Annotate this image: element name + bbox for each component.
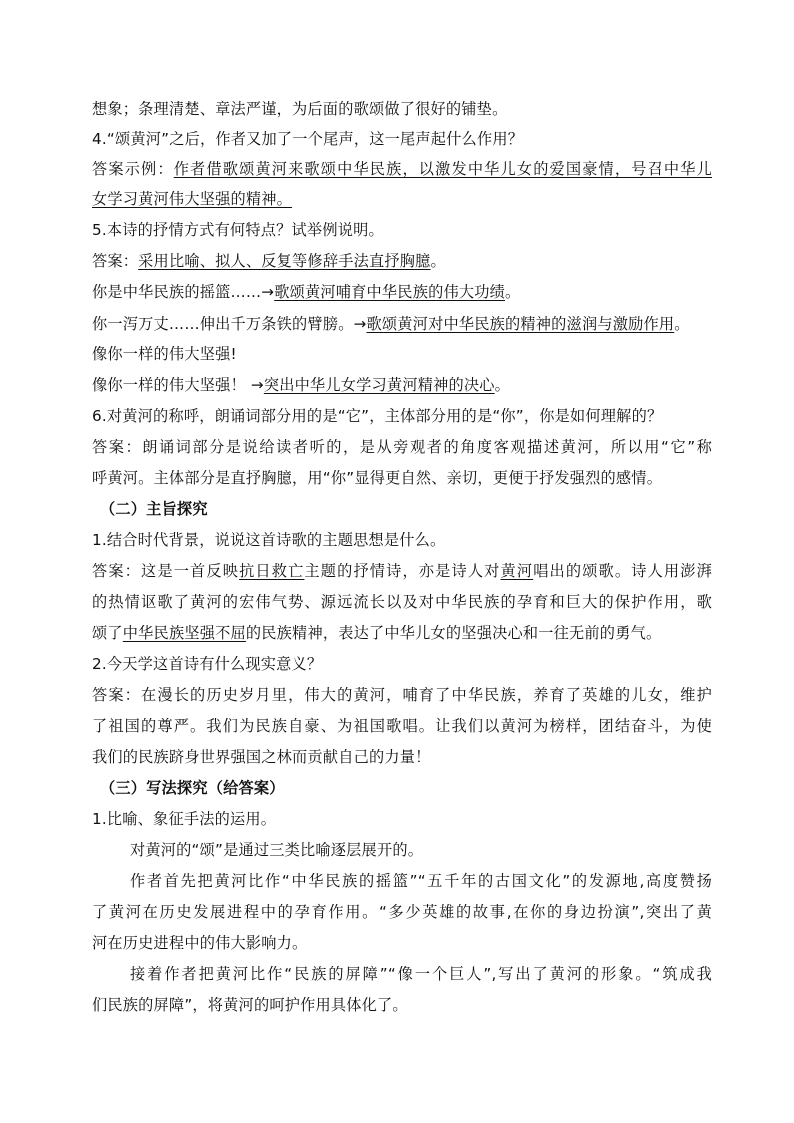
text-run: 1.比喻、象征手法的运用。 <box>92 810 277 828</box>
underlined-text: 抗日救亡 <box>239 562 305 580</box>
text-run: 。 <box>494 376 511 394</box>
text-run: 。 <box>674 315 690 333</box>
theme-question-2 <box>92 653 712 675</box>
answer-4-line-1 <box>92 158 712 180</box>
text-run: 你一泻万丈……伸出千万条铁的臂膀。→ <box>92 315 367 333</box>
underlined-text: 黄河 <box>500 562 534 580</box>
text-run: （二）主旨探究 <box>100 500 208 518</box>
writing-paragraph-line <box>130 870 712 892</box>
theme-answer-2-line-1 <box>92 684 712 706</box>
writing-point-1 <box>92 808 712 830</box>
writing-paragraph-line <box>92 932 712 954</box>
text-run: 的热情讴歌了黄河的宏伟气势、源远流长以及对中华民族的孕育和巨大的保护作用，歌 <box>92 593 712 611</box>
example-line <box>92 343 712 365</box>
underlined-text: 女学习黄河伟大坚强的精神。 <box>92 190 293 208</box>
writing-paragraph-line <box>92 901 712 923</box>
text-run: 2.今天学这首诗有什么现实意义？ <box>92 655 323 673</box>
text-run: 们民族的屏障”，将黄河的呵护作用具体化了。 <box>92 996 408 1014</box>
text-run: 了祖国的尊严。我们为民族自豪、为祖国歌唱。让我们以黄河为榜样，团结奋斗，为使 <box>92 717 712 735</box>
text-run: 像你一样的伟大坚强！ → <box>92 376 264 394</box>
text-run: （三）写法探究（给答案） <box>100 779 285 797</box>
section-heading-writing <box>100 777 720 799</box>
text-run: 。 <box>505 283 521 301</box>
text-run: 答案：朗诵词部分是说给读者听的，是从旁观者的角度客观描述黄河，所以用“它”称 <box>92 438 712 456</box>
text-run: 答案示例： <box>92 160 174 178</box>
writing-paragraph-line <box>130 839 712 861</box>
paragraph-line <box>92 98 712 120</box>
text-run: 唱出的颂歌。诗人用澎湃 <box>533 562 712 580</box>
text-run: 作者首先把黄河比作“中华民族的摇篮”“五千年的古国文化”的发源地,高度赞扬 <box>130 872 712 890</box>
example-line <box>92 281 712 303</box>
theme-answer-2-line-2 <box>92 715 712 737</box>
text-run: 答案：在漫长的历史岁月里，伟大的黄河，哺育了中华民族，养育了英雄的儿女，维护 <box>92 686 712 704</box>
writing-paragraph-line <box>92 994 712 1016</box>
text-run: 想象；条理清楚、章法严谨，为后面的歌颂做了很好的铺垫。 <box>92 100 508 118</box>
underlined-text: 中华民族坚强不屈 <box>122 624 246 642</box>
text-run: 接着作者把黄河比作“民族的屏障”“像一个巨人”,写出了黄河的形象。“筑成我 <box>130 965 712 983</box>
text-run: 1.结合时代背景，说说这首诗歌的主题思想是什么。 <box>92 531 446 549</box>
text-run: 你是中华民族的摇篮……→ <box>92 283 275 301</box>
theme-answer-2-line-3 <box>92 746 712 768</box>
underlined-text: 歌颂黄河对中华民族的精神的滋润与激励作用 <box>366 315 675 333</box>
text-run: 答案： <box>92 252 139 270</box>
underlined-text: 突出中华儿女学习黄河精神的决心 <box>263 376 495 394</box>
text-run: 6.对黄河的称呼，朗诵词部分用的是“它”，主体部分用的是“你”，你是如何理解的？ <box>92 407 663 425</box>
underlined-text: 歌颂黄河哺育中华民族的伟大功绩 <box>274 283 506 301</box>
question-5 <box>92 219 712 241</box>
example-line <box>92 313 712 335</box>
answer-6-line-1 <box>92 436 712 458</box>
section-heading-theme <box>100 498 720 520</box>
writing-paragraph-line <box>130 963 712 985</box>
theme-question-1 <box>92 529 712 551</box>
question-4 <box>92 128 712 150</box>
text-run: 对黄河的“颂”是通过三类比喻逐层展开的。 <box>130 841 424 859</box>
example-line <box>92 374 712 396</box>
text-run: 颂了 <box>92 624 123 642</box>
answer-4-line-2 <box>92 188 712 210</box>
text-run: 的民族精神，表达了中华儿女的坚强决心和一往无前的勇气。 <box>245 624 662 642</box>
text-run: 答案：这是一首反映 <box>92 562 240 580</box>
theme-answer-1-line-1 <box>92 560 712 582</box>
text-run: 。 <box>430 252 446 270</box>
text-run: 5.本诗的抒情方式有何特点？试举例说明。 <box>92 221 384 239</box>
text-run: 呼黄河。主体部分是直抒胸臆，用“你”显得更自然、亲切，更便于抒发强烈的感情。 <box>92 469 663 487</box>
answer-6-line-2 <box>92 467 712 489</box>
text-run: 河在历史进程中的伟大影响力。 <box>92 934 308 952</box>
text-run: 主题的抒情诗，亦是诗人对 <box>304 562 501 580</box>
text-run: 4.“颂黄河”之后，作者又加了一个尾声，这一尾声起什么作用？ <box>92 130 524 148</box>
text-run: 我们的民族跻身世界强国之林而贡献自己的力量！ <box>92 748 431 766</box>
answer-5 <box>92 250 712 272</box>
theme-answer-1-line-3 <box>92 622 712 644</box>
underlined-text: 采用比喻、拟人、反复等修辞手法直抒胸臆 <box>138 252 431 270</box>
theme-answer-1-line-2 <box>92 591 712 613</box>
question-6 <box>92 405 712 427</box>
text-run: 像你一样的伟大坚强! <box>92 345 237 363</box>
underlined-text: 作者借歌颂黄河来歌颂中华民族，以激发中华儿女的爱国豪情，号召中华儿 <box>173 160 712 178</box>
text-run: 了黄河在历史发展进程中的孕育作用。“多少英雄的故事,在你的身边扮演”,突出了黄 <box>92 903 712 921</box>
